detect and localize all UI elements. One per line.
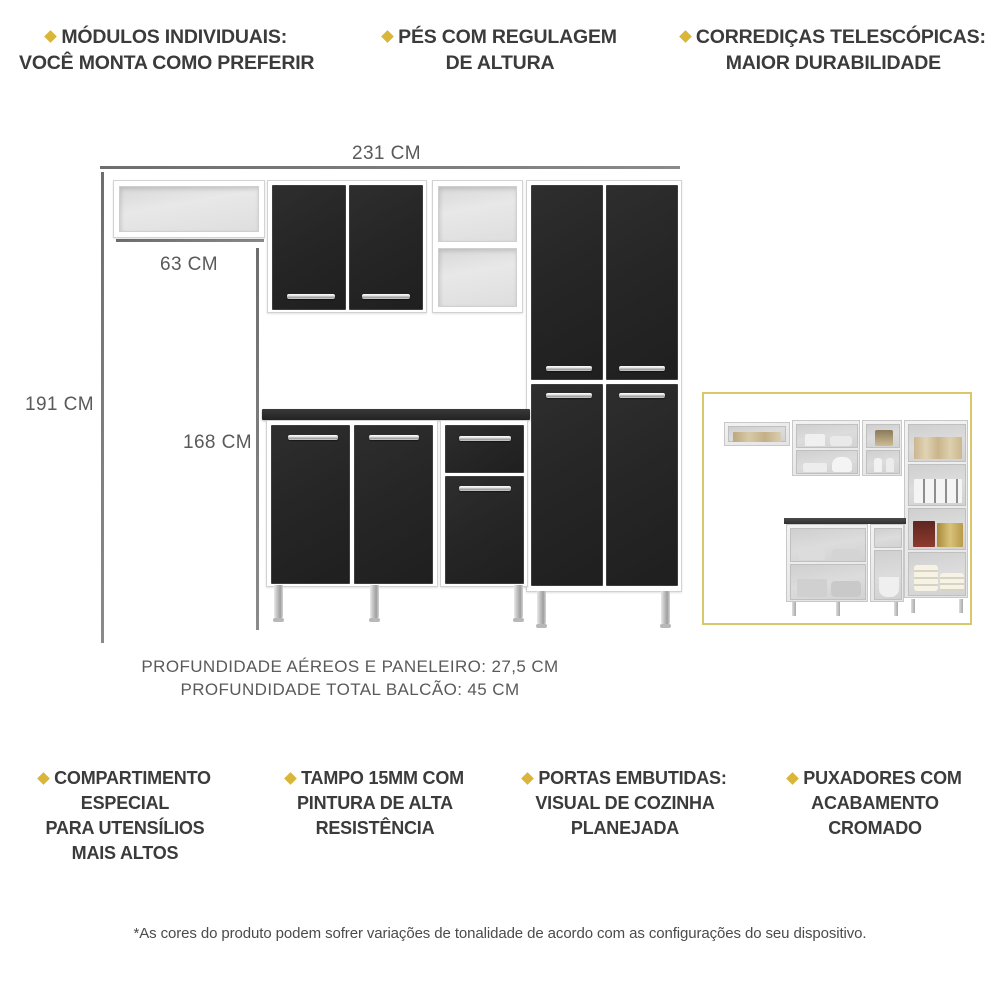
open-niche-upper [438, 186, 517, 242]
base-cabinet-door-left[interactable] [271, 425, 350, 584]
feature-portas-embutidas [500, 766, 750, 866]
mini-leg [836, 602, 840, 616]
diamond-bullet-icon [381, 30, 394, 43]
dimension-line-height-total [101, 172, 104, 643]
feature-line-2: PARA UTENSÍLIOS [45, 818, 205, 838]
mini-open-drawer [874, 528, 902, 548]
feature-line-1: CORREDIÇAS TELESCÓPICAS: [695, 26, 986, 48]
door-handle-icon [546, 366, 592, 371]
mini-goods-containers [914, 437, 962, 459]
adjustable-leg [537, 591, 546, 625]
module-balcao-2-portas [266, 420, 438, 587]
feature-line-3: PLANEJADA [570, 818, 680, 838]
feature-tampo-15mm [250, 766, 500, 866]
mini-leg [911, 599, 915, 613]
interior-view-inset [702, 392, 972, 625]
mini-pantry-shelf-4 [908, 552, 966, 596]
dimension-label-height-total: 191 CM [25, 394, 94, 415]
feature-line-1: MÓDULOS INDIVIDUAIS: [61, 26, 287, 48]
feature-line-2: ACABAMENTO [811, 793, 939, 813]
feature-line-1: PORTAS EMBUTIDAS: [538, 768, 727, 788]
diamond-bullet-icon [679, 30, 692, 43]
feature-puxadores-cromados [750, 766, 1000, 866]
diamond-bullet-icon [44, 30, 57, 43]
bottom-feature-row [0, 766, 1000, 866]
countertop-tampo [262, 409, 530, 420]
mini-base-shelf-lower [790, 564, 866, 600]
mini-goods-jars [733, 432, 781, 442]
mini-wall-shelf [724, 422, 790, 446]
mini-leg [792, 602, 796, 616]
adjustable-leg [514, 585, 523, 619]
door-handle-icon [288, 435, 338, 440]
mini-leg [894, 602, 898, 616]
top-feature-row [0, 24, 1000, 76]
mini-goods-cups [803, 463, 827, 472]
door-handle-icon [287, 294, 335, 299]
depth-text-aereos: PROFUNDIDADE AÉREOS E PANELEIRO: 27,5 CM [141, 657, 559, 676]
dimension-line-width-total [100, 166, 680, 169]
mini-goods-pots [797, 579, 827, 597]
open-niche-lower [438, 248, 517, 307]
dimension-label-counter-height: 168 CM [183, 432, 252, 453]
adjustable-leg [274, 585, 283, 619]
drawer-handle-icon [459, 436, 511, 441]
mini-pantry-shelf-3 [908, 508, 966, 550]
mini-goods-bottle [874, 458, 882, 472]
base-drawer[interactable] [445, 425, 524, 473]
door-handle-icon [619, 366, 665, 371]
mini-goods-oil-bottles [937, 523, 963, 547]
feature-line-1: PUXADORES COM [803, 768, 962, 788]
feature-line-3: RESISTÊNCIA [315, 818, 435, 838]
door-handle-icon [362, 294, 410, 299]
feature-line-3: CROMADO [828, 818, 922, 838]
mini-goods-teapot [832, 457, 852, 472]
pantry-door-upper-left[interactable] [531, 185, 603, 380]
mini-goods-bowls [879, 577, 899, 597]
feature-line-2: MAIOR DURABILIDADE [725, 52, 941, 74]
adjustable-leg [661, 591, 670, 625]
feature-line-2: VISUAL DE COZINHA [535, 793, 715, 813]
dimension-label-width-total: 231 CM [352, 143, 421, 164]
door-handle-icon [459, 486, 511, 491]
mini-niche-upper [866, 424, 900, 448]
feature-pes-regulagem [333, 24, 666, 76]
mini-base-shelf-upper [790, 528, 866, 562]
mini-goods-plate-stack [940, 573, 964, 591]
mini-goods-boxes [914, 479, 962, 503]
pantry-door-lower-right[interactable] [606, 384, 678, 586]
wall-cabinet-door-left[interactable] [272, 185, 346, 310]
dimension-line-counter-height [256, 248, 259, 630]
mini-pantry-shelf-1 [908, 424, 966, 462]
feature-line-1: PÉS COM REGULAGEM [398, 26, 617, 48]
mini-niche-lower [866, 450, 900, 474]
base-cabinet-door-right[interactable] [354, 425, 433, 584]
mini-niche-column [862, 420, 902, 476]
module-prateleira-aerea-aberta [113, 180, 265, 238]
mini-base-cabinet-interior [874, 550, 902, 600]
mini-base-drawer-unit [870, 524, 904, 602]
mini-base-counter [784, 518, 906, 610]
feature-corredicas-telescopicas [667, 24, 1000, 76]
module-balcao [262, 409, 530, 594]
feature-line-2: VOCÊ MONTA COMO PREFERIR [19, 52, 315, 74]
door-handle-icon [619, 393, 665, 398]
dimension-label-shelf-width: 63 CM [160, 254, 218, 275]
mini-leg [959, 599, 963, 613]
feature-line-1: COMPARTIMENTO ESPECIAL [54, 768, 211, 813]
pantry-door-upper-right[interactable] [606, 185, 678, 380]
door-handle-icon [546, 393, 592, 398]
feature-line-2: DE ALTURA [445, 52, 555, 74]
feature-modulos-individuais [0, 24, 333, 76]
mini-goods-plates [805, 434, 825, 446]
feature-line-3: MAIS ALTOS [71, 843, 179, 863]
base-cabinet-door-single[interactable] [445, 476, 524, 584]
mini-pantry-shelf-2 [908, 464, 966, 506]
module-aereo-2-portas [267, 180, 427, 313]
module-nichos-abertos [432, 180, 523, 313]
mini-goods-bowls [830, 436, 852, 446]
door-handle-icon [369, 435, 419, 440]
mini-goods-pans [831, 581, 861, 597]
wall-cabinet-door-right[interactable] [349, 185, 423, 310]
diamond-bullet-icon [786, 772, 799, 785]
feature-compartimento-especial [0, 766, 250, 866]
feature-line-1: TAMPO 15MM COM [301, 768, 464, 788]
dimension-line-shelf-width [116, 239, 264, 242]
color-disclaimer-footnote: *As cores do produto podem sofrer variações de tonalidade de acordo com as configurações do seu dispositivo. [133, 925, 867, 942]
mini-goods-dishes [799, 547, 825, 560]
mini-upper-cabinet [792, 420, 860, 476]
mini-goods-jar [875, 430, 893, 446]
mini-shelf-lower [796, 450, 858, 474]
feature-line-2: PINTURA DE ALTA [297, 793, 453, 813]
mini-goods-sauce-jars [913, 521, 935, 547]
mini-shelf-upper [796, 424, 858, 448]
diamond-bullet-icon [521, 772, 534, 785]
mini-pantry [904, 420, 968, 598]
adjustable-leg [370, 585, 379, 619]
pantry-door-lower-left[interactable] [531, 384, 603, 586]
open-shelf-niche [119, 186, 259, 232]
mini-goods-platter [831, 549, 861, 560]
mini-goods-bottle [886, 458, 894, 472]
mini-base-2-door [786, 524, 868, 602]
depth-text-balcao: PROFUNDIDADE TOTAL BALCÃO: 45 CM [180, 680, 520, 699]
mini-goods-bowl-stack [914, 565, 938, 591]
module-paneleiro-4-portas [526, 180, 682, 592]
module-balcao-gaveta-porta [440, 420, 528, 587]
diamond-bullet-icon [284, 772, 297, 785]
diamond-bullet-icon [37, 772, 50, 785]
